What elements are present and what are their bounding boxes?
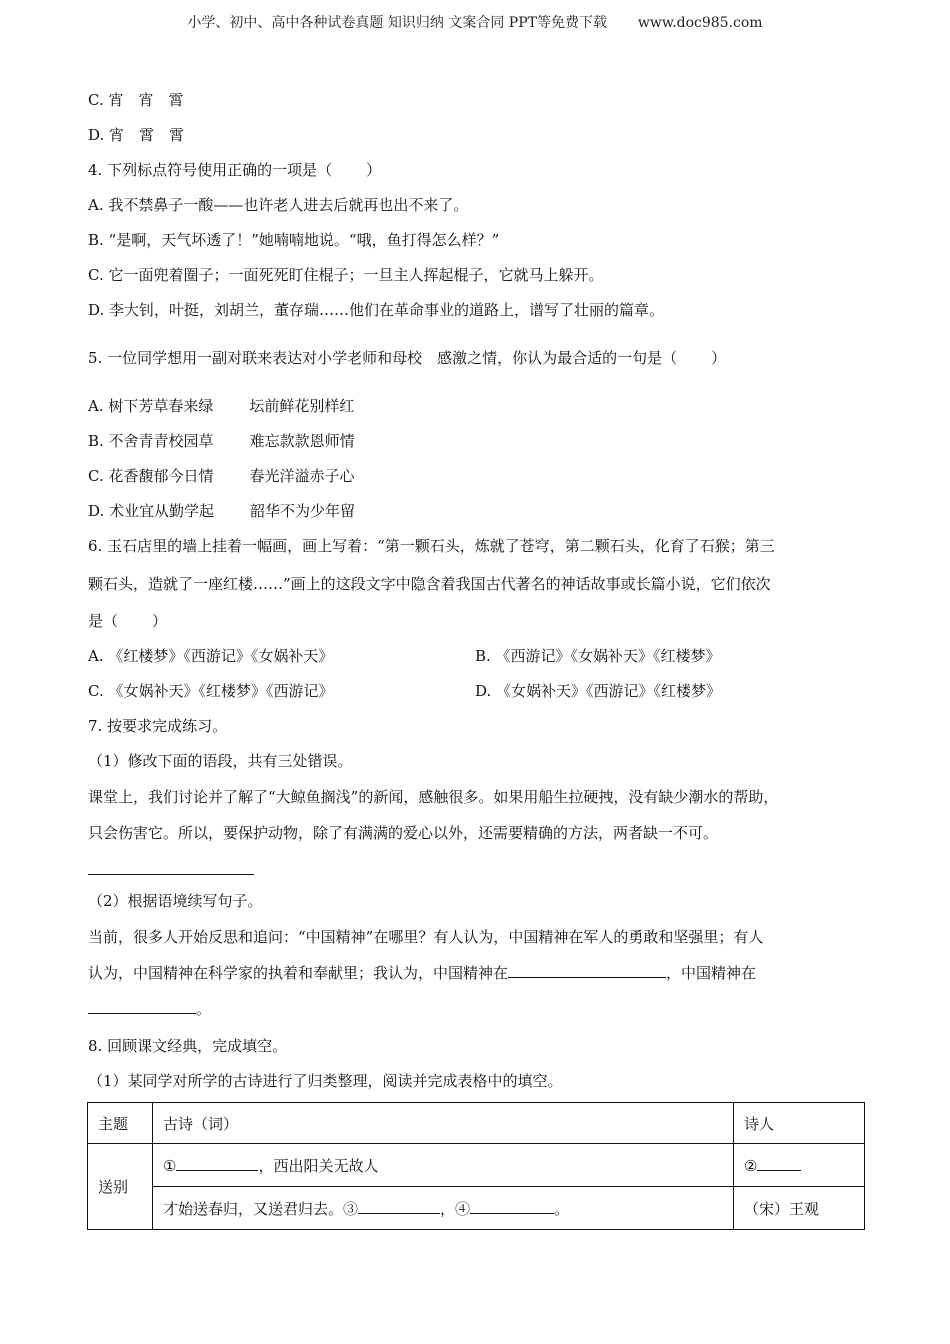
topic-farewell: 送别 xyxy=(88,1144,153,1230)
q5-option-a xyxy=(88,395,354,417)
q7-context-line3 xyxy=(88,998,211,1020)
q5-stem-text: 5. 一位同学想用一副对联来表达对小学老师和母校 感激之情，你认为最合适的一句是（ xyxy=(88,349,678,367)
q7-fill-blank-2[interactable] xyxy=(88,998,196,1014)
q3-option-c: C. 宵 宵 霄 xyxy=(88,91,184,109)
q8-stem: 8. 回顾课文经典，完成填空。 xyxy=(88,1037,288,1055)
q4-stem xyxy=(88,159,381,181)
q7-paragraph-line2: 只会伤害它。所以，要保护动物，除了有满满的爱心以外，还需要精确的方法，两者缺一不可。 xyxy=(88,824,719,842)
poem-row-1 xyxy=(88,1144,865,1187)
q4-option-d: D. 李大钊，叶挺，刘胡兰，董存瑞……他们在革命事业的道路上，谱写了壮丽的篇章。 xyxy=(88,301,665,319)
blank-1-number: ① xyxy=(163,1156,177,1175)
q5-option-d xyxy=(88,500,355,522)
poem-row-2-sep: ，④ xyxy=(440,1199,471,1218)
q5-option-b xyxy=(88,430,355,452)
q7-stem: 7. 按要求完成练习。 xyxy=(88,717,228,735)
header-knowledge: 知识归纳 xyxy=(387,15,444,31)
q5-option-c xyxy=(88,465,355,487)
poem-blank-1[interactable] xyxy=(176,1155,258,1171)
q6-option-c: C. 《女娲补天》《红楼梦》《西游记》 xyxy=(88,682,334,700)
q5-d-lower: 韶华不为少年留 xyxy=(250,502,356,520)
poem-table-header xyxy=(88,1103,865,1144)
q5-a-lower: 坛前鲜花别样红 xyxy=(249,397,355,415)
poem-row-1-poet xyxy=(734,1144,865,1187)
header-url[interactable]: www.doc985.com xyxy=(637,15,763,31)
q4-stem-text: 4. 下列标点符号使用正确的一项是（ xyxy=(88,161,333,179)
q5-b-lower: 难忘款款恩师情 xyxy=(249,432,355,450)
header-topic: 主题 xyxy=(88,1103,153,1144)
q3-option-d: D. 宵 霄 霄 xyxy=(88,126,185,144)
q5-stem-end: ） xyxy=(711,349,727,367)
q6-stem-line3 xyxy=(88,610,167,632)
q5-d-upper: D. 术业宜从勤学起 xyxy=(88,502,215,520)
header-poem: 古诗（词） xyxy=(153,1103,734,1144)
poet-blank-2[interactable] xyxy=(757,1155,801,1171)
q4-option-b: B. “是啊，天气坏透了！”她喃喃地说。“哦，鱼打得怎么样？” xyxy=(88,231,500,249)
q7-context-text-b: ，中国精神在 xyxy=(666,964,757,982)
poem-table xyxy=(87,1102,865,1230)
q5-a-upper: A. 树下芳草春来绿 xyxy=(88,397,214,415)
q7-context-text-a: 认为，中国精神在科学家的执着和奉献里；我认为，中国精神在 xyxy=(88,964,509,982)
poem-row-2-poet: （宋）王观 xyxy=(734,1187,865,1230)
page-header xyxy=(0,12,950,32)
q7-fill-blank-1[interactable] xyxy=(508,962,666,978)
q7-context-line2 xyxy=(88,962,756,984)
q7-context-line1: 当前，很多人开始反思和追问：“中国精神”在哪里？有人认为，中国精神在军人的勇敢和坚强里；有人 xyxy=(88,928,764,946)
poem-blank-3[interactable] xyxy=(358,1198,440,1214)
poem-blank-4[interactable] xyxy=(470,1198,554,1214)
q6-stem-line2: 颗石头，造就了一座红楼……”画上的这段文字中隐含着我国古代著名的神话故事或长篇小说，它们依次 xyxy=(88,575,771,593)
q5-b-upper: B. 不舍青青校园草 xyxy=(88,432,214,450)
poem-row-2-text xyxy=(153,1187,734,1230)
q6-option-a: A. 《红楼梦》《西游记》《女娲补天》 xyxy=(88,647,334,665)
q7-sub2: （2）根据语境续写句子。 xyxy=(88,892,263,910)
header-contracts: 文案合同 xyxy=(448,15,505,31)
poem-row-2 xyxy=(88,1187,865,1230)
q4-option-c: C. 它一面兜着圈子；一面死死盯住棍子；一旦主人挥起棍子，它就马上躲开。 xyxy=(88,266,604,284)
q6-stem-line3-text: 是（ xyxy=(88,612,119,630)
blank-2-number: ② xyxy=(744,1157,758,1175)
q6-stem-line1: 6. 玉石店里的墙上挂着一幅画，画上写着：“第一颗石头，炼就了苍穹，第二颗石头，化育了石猴；第三 xyxy=(88,537,775,555)
q6-option-d: D. 《女娲补天》《西游记》《红楼梦》 xyxy=(475,682,722,700)
q7-context-end: 。 xyxy=(196,1000,212,1018)
q5-c-upper: C. 花香馥郁今日情 xyxy=(88,467,214,485)
header-ppt: PPT等免费下载 xyxy=(508,15,607,31)
q8-sub1: （1）某同学对所学的古诗进行了归类整理，阅读并完成表格中的填空。 xyxy=(88,1072,563,1090)
poem-row-2-line: 才始送春归，又送君归去。③ xyxy=(163,1199,359,1218)
poem-row-1-line: ，西出阳关无故人 xyxy=(258,1156,379,1175)
q5-stem xyxy=(88,347,726,369)
q4-option-a: A. 我不禁鼻子一酸——也许老人进去后就再也出不来了。 xyxy=(88,196,469,214)
header-slogan: 小学、初中、高中各种试卷真题 xyxy=(187,15,384,31)
header-poet: 诗人 xyxy=(734,1103,865,1144)
q7-answer-line[interactable] xyxy=(88,874,254,875)
q7-paragraph-line1: 课堂上，我们讨论并了解了“大鲸鱼搁浅”的新闻，感触很多。如果用船生拉硬拽，没有缺少潮水的帮助， xyxy=(88,788,779,806)
q6-option-b: B. 《西游记》《女娲补天》《红楼梦》 xyxy=(475,647,721,665)
q5-c-lower: 春光洋溢赤子心 xyxy=(249,467,355,485)
poem-row-2-end: 。 xyxy=(554,1199,570,1218)
poem-row-1-text xyxy=(153,1144,734,1187)
q7-sub1: （1）修改下面的语段，共有三处错误。 xyxy=(88,752,353,770)
q6-stem-line3-end: ） xyxy=(152,612,168,630)
q4-stem-end: ） xyxy=(366,161,382,179)
